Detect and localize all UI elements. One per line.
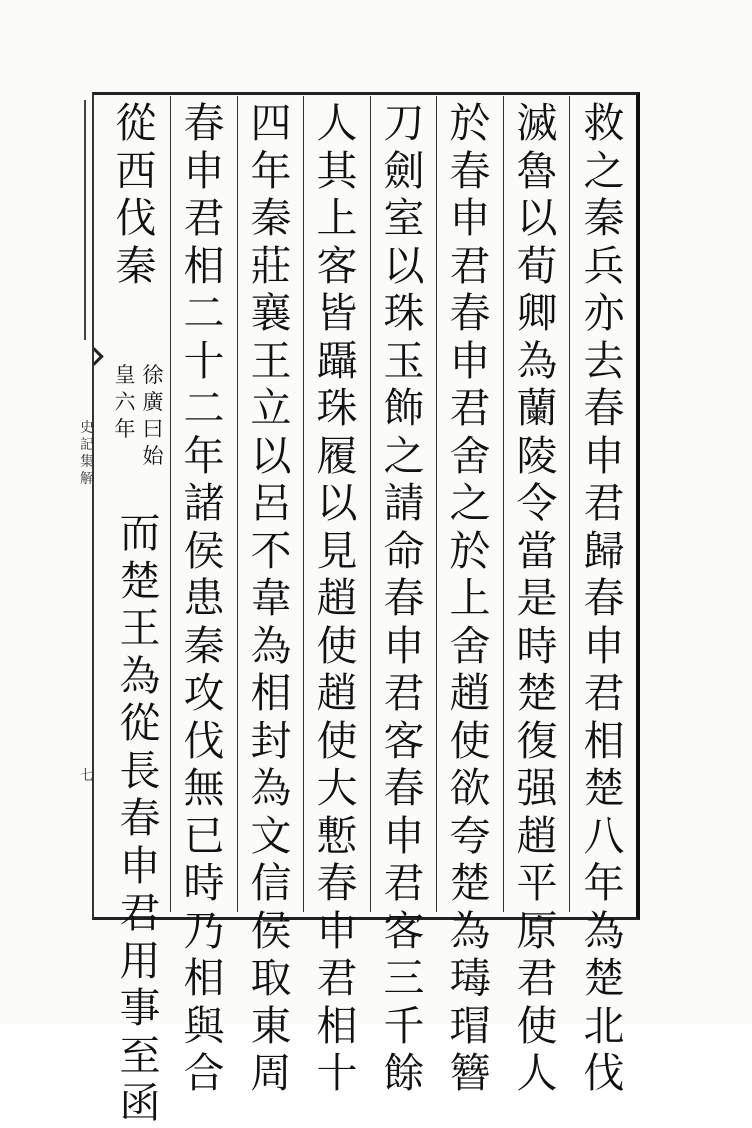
text-character: 復: [516, 716, 558, 765]
text-character: 秦: [183, 621, 225, 670]
text-column-2: [507, 100, 567, 1098]
text-character: 陵: [516, 431, 558, 480]
text-character: 欲: [449, 764, 491, 812]
annotation-left-line: [112, 362, 138, 502]
text-character: 其: [316, 146, 358, 195]
text-character: 上: [449, 574, 491, 622]
text-character: 趙: [516, 811, 558, 860]
folio-number: 七: [80, 768, 94, 784]
text-character: 申: [183, 146, 225, 195]
text-character: 是: [516, 574, 558, 622]
text-character: 君: [383, 859, 425, 907]
text-character: 十: [316, 1049, 358, 1097]
text-character: 申: [119, 841, 161, 890]
text-character: 申: [316, 906, 358, 955]
text-character: 文: [250, 811, 292, 860]
text-character: 楚: [583, 764, 625, 812]
text-character: 從: [115, 99, 157, 147]
text-character: 相: [183, 241, 225, 290]
text-character: 申: [583, 431, 625, 480]
text-character: 王: [250, 336, 292, 385]
text-character: 相: [316, 1001, 358, 1050]
text-character: 履: [316, 431, 358, 480]
text-character: 大: [316, 764, 358, 812]
text-character: 以: [383, 241, 425, 290]
text-character: 侯: [183, 526, 225, 575]
text-character: 時: [183, 859, 225, 907]
text-character: 而: [119, 509, 161, 557]
text-character: 王: [119, 604, 161, 652]
text-character: 年: [250, 146, 292, 195]
text-character: 救: [583, 99, 625, 147]
text-character: 呂: [250, 479, 292, 527]
margin-title-character: 記: [80, 437, 94, 453]
text-character: 患: [183, 574, 225, 622]
text-character: 使: [316, 716, 358, 765]
text-character: 卿: [516, 289, 558, 337]
text-character: 瑇: [449, 954, 491, 1002]
text-column-4: [374, 100, 434, 1098]
annotation-character: 曰: [142, 417, 164, 441]
text-character: 去: [583, 336, 625, 385]
text-character: 趙: [316, 669, 358, 717]
text-character: 君: [449, 241, 491, 290]
text-character: 珠: [316, 384, 358, 432]
text-column-5: [307, 100, 367, 1098]
text-character: 平: [516, 859, 558, 907]
text-character: 二: [183, 289, 225, 337]
text-column-3: [440, 100, 500, 1098]
text-character: 春: [449, 146, 491, 195]
text-character: 春: [316, 859, 358, 907]
column-rule: [436, 96, 437, 912]
text-character: 劍: [383, 146, 425, 195]
text-character: 相: [250, 669, 292, 717]
annotation-right-line: [140, 362, 166, 502]
text-character: 申: [583, 621, 625, 670]
text-character: 玉: [383, 336, 425, 385]
text-character: 取: [250, 954, 292, 1002]
text-character: 使: [316, 621, 358, 670]
text-character: 趙: [449, 669, 491, 717]
text-character: 立: [250, 384, 292, 432]
text-character: 以: [250, 431, 292, 480]
text-character: 春: [449, 289, 491, 337]
text-character: 相: [183, 954, 225, 1002]
text-character: 信: [250, 859, 292, 907]
text-character: 令: [516, 479, 558, 527]
margin-title-character: 史: [80, 420, 94, 436]
text-character: 君: [516, 954, 558, 1002]
text-character: 攻: [183, 669, 225, 717]
text-character: 與: [183, 1001, 225, 1050]
text-character: 以: [516, 194, 558, 242]
text-character: 瑁: [449, 1001, 491, 1050]
text-character: 用: [119, 936, 161, 985]
text-character: 三: [383, 954, 425, 1002]
text-character: 八: [583, 811, 625, 860]
text-character: 飾: [383, 384, 425, 432]
text-character: 十: [183, 336, 225, 385]
text-character: 滅: [516, 99, 558, 147]
text-character: 楚: [449, 859, 491, 907]
text-character: 乃: [183, 906, 225, 955]
text-character: 皆: [316, 289, 358, 337]
text-character: 室: [383, 194, 425, 242]
text-character: 之: [583, 146, 625, 195]
text-character: 侯: [250, 906, 292, 955]
text-character: 莊: [250, 241, 292, 290]
text-character: 君: [316, 954, 358, 1002]
column-rule: [370, 96, 371, 912]
text-character: 楚: [119, 556, 161, 605]
text-character: 春: [383, 764, 425, 812]
text-character: 年: [583, 859, 625, 907]
text-character: 楚: [583, 954, 625, 1002]
text-character: 申: [383, 621, 425, 670]
column-rule: [303, 96, 304, 912]
text-character: 客: [383, 716, 425, 765]
annotation-character: 皇: [114, 363, 136, 387]
text-character: 慙: [316, 811, 358, 860]
text-character: 之: [383, 431, 425, 480]
text-character: 伐: [583, 1049, 625, 1097]
text-character: 刀: [383, 99, 425, 147]
text-character: 珠: [383, 289, 425, 337]
text-character: 春: [583, 384, 625, 432]
text-character: 蘭: [516, 384, 558, 432]
text-character: 西: [115, 146, 157, 195]
text-character: 為: [516, 336, 558, 385]
text-character: 時: [516, 621, 558, 670]
text-character: 君: [449, 384, 491, 432]
text-character: 封: [250, 716, 292, 765]
column-rule: [237, 96, 238, 912]
text-character: 從: [119, 699, 161, 747]
text-character: 為: [119, 651, 161, 700]
text-character: 為: [250, 764, 292, 812]
text-character: 原: [516, 906, 558, 955]
text-character: 周: [250, 1049, 292, 1097]
text-character: 申: [383, 811, 425, 860]
text-character: 二: [183, 384, 225, 432]
text-column-7: [174, 100, 234, 1098]
text-character: 函: [119, 1079, 161, 1127]
text-character: 至: [119, 1031, 161, 1080]
text-character: 秦: [115, 241, 157, 290]
annotation-character: 徐: [142, 363, 164, 387]
text-character: 君: [583, 669, 625, 717]
text-character: 事: [119, 984, 161, 1032]
column-head-text: [114, 100, 158, 290]
text-character: 客: [316, 241, 358, 290]
column-tail-text: [114, 510, 166, 1128]
text-character: 躡: [316, 336, 358, 385]
text-character: 命: [383, 526, 425, 575]
text-character: 君: [383, 669, 425, 717]
text-character: 請: [383, 479, 425, 527]
interlinear-annotation: [108, 362, 170, 502]
text-character: 東: [250, 1001, 292, 1050]
text-character: 四: [250, 99, 292, 147]
text-character: 合: [183, 1049, 225, 1097]
text-character: 兵: [583, 241, 625, 290]
column-rule: [503, 96, 504, 912]
text-character: 使: [516, 1001, 558, 1050]
text-character: 已: [183, 811, 225, 860]
text-character: 楚: [516, 669, 558, 717]
text-character: 年: [183, 431, 225, 480]
margin-title-character: 解: [80, 471, 94, 487]
text-character: 君: [583, 479, 625, 527]
text-character: 夸: [449, 811, 491, 860]
text-character: 秦: [583, 194, 625, 242]
text-character: 北: [583, 1001, 625, 1050]
text-character: 為: [250, 621, 292, 670]
text-character: 當: [516, 526, 558, 575]
annotation-character: 廣: [142, 390, 164, 414]
column-rule: [170, 96, 171, 912]
text-character: 伐: [183, 716, 225, 765]
text-character: 簪: [449, 1049, 491, 1097]
text-character: 春: [119, 794, 161, 842]
text-column-8: [108, 99, 170, 1127]
text-column-6: [241, 100, 301, 1098]
text-character: 客: [383, 906, 425, 955]
text-character: 强: [516, 764, 558, 812]
text-character: 舍: [449, 621, 491, 670]
text-character: 亦: [583, 289, 625, 337]
text-character: 襄: [250, 289, 292, 337]
text-character: 見: [316, 526, 358, 575]
text-character: 人: [516, 1049, 558, 1097]
text-character: 諸: [183, 479, 225, 527]
text-character: 於: [449, 99, 491, 147]
text-character: 趙: [316, 574, 358, 622]
text-character: 伐: [115, 194, 157, 242]
text-character: 人: [316, 99, 358, 147]
text-character: 舍: [449, 431, 491, 480]
text-character: 不: [250, 526, 292, 575]
annotation-character: 年: [114, 417, 136, 441]
text-character: 餘: [383, 1049, 425, 1097]
text-character: 相: [583, 716, 625, 765]
text-character: 為: [583, 906, 625, 955]
text-character: 之: [449, 479, 491, 527]
text-column-1: [574, 100, 634, 1098]
text-character: 申: [449, 194, 491, 242]
column-rule: [569, 96, 570, 912]
text-character: 韋: [250, 574, 292, 622]
text-character: 春: [183, 99, 225, 147]
text-character: 荀: [516, 241, 558, 290]
text-character: 歸: [583, 526, 625, 575]
text-character: 申: [449, 336, 491, 385]
text-character: 上: [316, 194, 358, 242]
annotation-character: 始: [142, 444, 164, 468]
text-character: 春: [583, 574, 625, 622]
text-character: 無: [183, 764, 225, 812]
text-character: 魯: [516, 146, 558, 195]
text-character: 使: [449, 716, 491, 765]
margin-title-character: 集: [80, 454, 94, 470]
text-character: 長: [119, 746, 161, 795]
text-character: 為: [449, 906, 491, 955]
annotation-character: 六: [114, 390, 136, 414]
text-character: 君: [183, 194, 225, 242]
text-character: 秦: [250, 194, 292, 242]
text-character: 以: [316, 479, 358, 527]
text-character: 君: [119, 889, 161, 937]
text-character: 於: [449, 526, 491, 575]
text-character: 春: [383, 574, 425, 622]
text-character: 千: [383, 1001, 425, 1050]
